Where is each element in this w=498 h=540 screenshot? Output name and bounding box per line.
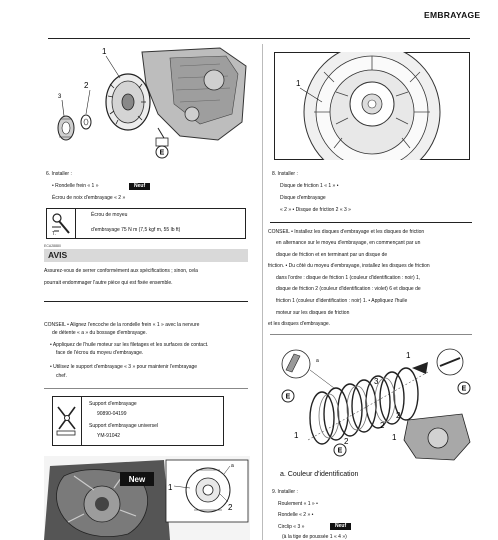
tool-number-2: YM-91042 [97,433,121,439]
torque-spec-box [46,208,246,239]
step8-title: 8. Installer : [272,171,298,177]
oil-icon-label: E [159,149,165,157]
clutch-exploded-illustration [50,44,260,166]
tool-name-1: Support d'embrayage [89,401,137,407]
fig4-label-a: a [316,358,319,364]
tool-name-2: Support d'embrayage universel [89,423,159,429]
avis-text-line1: Assurez-vous de serrer conformément aux spécifications ; sinon, cela [44,268,198,274]
bullet-oil-line1: • Appliquez de l'huile moteur sur les filetages et les surfaces de contact. [50,342,209,348]
conseil-right-line8: moteur sur les disques de friction [276,310,350,316]
oil-icon-right: E [461,385,467,393]
fig2-label-1: 1 [168,483,173,492]
tool-number-1: 90890-04199 [97,411,127,417]
section-rule-2 [44,388,248,389]
step6-title: 6. Installer : [46,171,72,177]
bullet-holder-line2: chef. [56,373,67,379]
step8-item-friction-plate-2: « 2 » • Disque de friction 2 « 3 » [280,207,351,213]
new-label: New [128,475,146,484]
step6-item-clutch-nut: Écrou de noix d'embrayage « 2 » [52,195,126,201]
step8-item-clutch-plate: Disque d'embrayage [280,195,326,201]
fig4-label-2a: 2 [344,437,349,446]
fig4-label-3: 3 [374,377,379,386]
figure-clutch-holder-photo [44,456,250,540]
fig1-label-2: 2 [84,81,89,90]
fig1-label-1: 1 [102,47,107,56]
right-section-rule-2 [270,334,472,335]
fig3-label-1: 1 [296,79,301,88]
fig2-label-2: 2 [228,503,233,512]
step9-item-washer: Rondelle « 2 » • [278,512,314,518]
conseil-left-line2: de détente « a » du bossage d'embrayage. [52,330,147,336]
conseil-right-line7: friction 1 (couleur d'identification : noir) 1. • Appliquez l'huile [276,298,408,304]
svg-text:T.: T. [52,231,56,236]
fig4-label-2b: 2 [396,411,401,420]
step6-item-lock-washer: • Rondelle frein « 1 » [52,183,99,189]
tool-box-divider [81,397,82,445]
bullet-holder-line1: • Utilisez le support d'embrayage « 3 » pour maintenir l'embrayage [50,364,198,370]
right-section-rule [270,222,472,223]
circlip-new-badge: Neuf [330,523,351,530]
conseil-left-line1: CONSEIL • Alignez l'encoche de la rondelle frein « 1 » avec la nervure [44,322,200,328]
step8-item-friction-plate-1: Disque de friction 1 « 1 » • [280,183,339,189]
fig2-label-a: a [231,463,234,469]
fig4-label-1c: 1 [392,433,397,442]
oil-icon-bottom: E [337,447,343,455]
figure-friction-plate-install [274,52,470,160]
special-tool-icon [55,403,79,439]
step9-item-bearing: Roulement « 1 » • [278,501,318,507]
oil-icon-left: E [285,393,291,401]
special-tool-box [52,396,224,446]
step9-title: 9. Installer : [272,489,298,495]
conseil-right-line5: dans l'ordre : disque de friction 1 (couleur d'identification : noir) 1, [276,275,421,281]
column-divider [262,44,263,540]
fig1-label-3: 3 [58,94,62,100]
page-header-title: EMBRAYAGE [424,10,481,20]
torque-wrench-icon [49,211,73,236]
torque-value: d'embrayage 75 N m (7,5 kgf m, 55 lb ft) [91,227,181,233]
fig4-label-2c: 2 [380,421,385,430]
section-rule [44,301,248,302]
fig4-label-1b: 1 [294,431,299,440]
conseil-right-line9: et les disques d'embrayage. [268,321,331,327]
fig4-label-1a: 1 [406,351,411,360]
avis-text-line2: pourrait endommager l'autre pièce qui est fixée ensemble. [44,280,173,286]
figure-plates-stack [278,344,472,462]
conseil-right-line4: friction. • Du côté du moyeu d'embrayage, installez les disques de friction [268,263,430,269]
conseil-right-line1: CONSEIL • Installez les disques d'embrayage et les disques de friction [268,229,425,235]
torque-box-divider [75,209,76,238]
avis-banner [44,249,248,262]
conseil-right-line6: disque de friction 2 (couleur d'identification : violet) 6 et disque de [276,286,421,292]
step9-item-push-rod: (à la tige de poussée 1 « 4 ») [282,534,347,540]
conseil-right-line3: disque de friction et en terminant par un disque de [276,252,388,258]
step9-item-circlip: Circlip « 3 » [278,524,305,530]
bullet-oil-line2: face de l'écrou du moyeu d'embrayage. [56,350,144,356]
figure-clutch-nut-install [50,44,260,166]
notice-code: ECA28880 [44,244,61,248]
header-rule [48,38,470,39]
conseil-right-line2: en alternance sur le moyeu d'embrayage, en commençant par un [276,240,421,246]
torque-label: Écrou de moyeu [91,212,128,218]
new-part-badge: Neuf [129,183,150,190]
fig4-caption: a. Couleur d'identification [280,471,359,478]
avis-label: AVIS [48,250,68,260]
